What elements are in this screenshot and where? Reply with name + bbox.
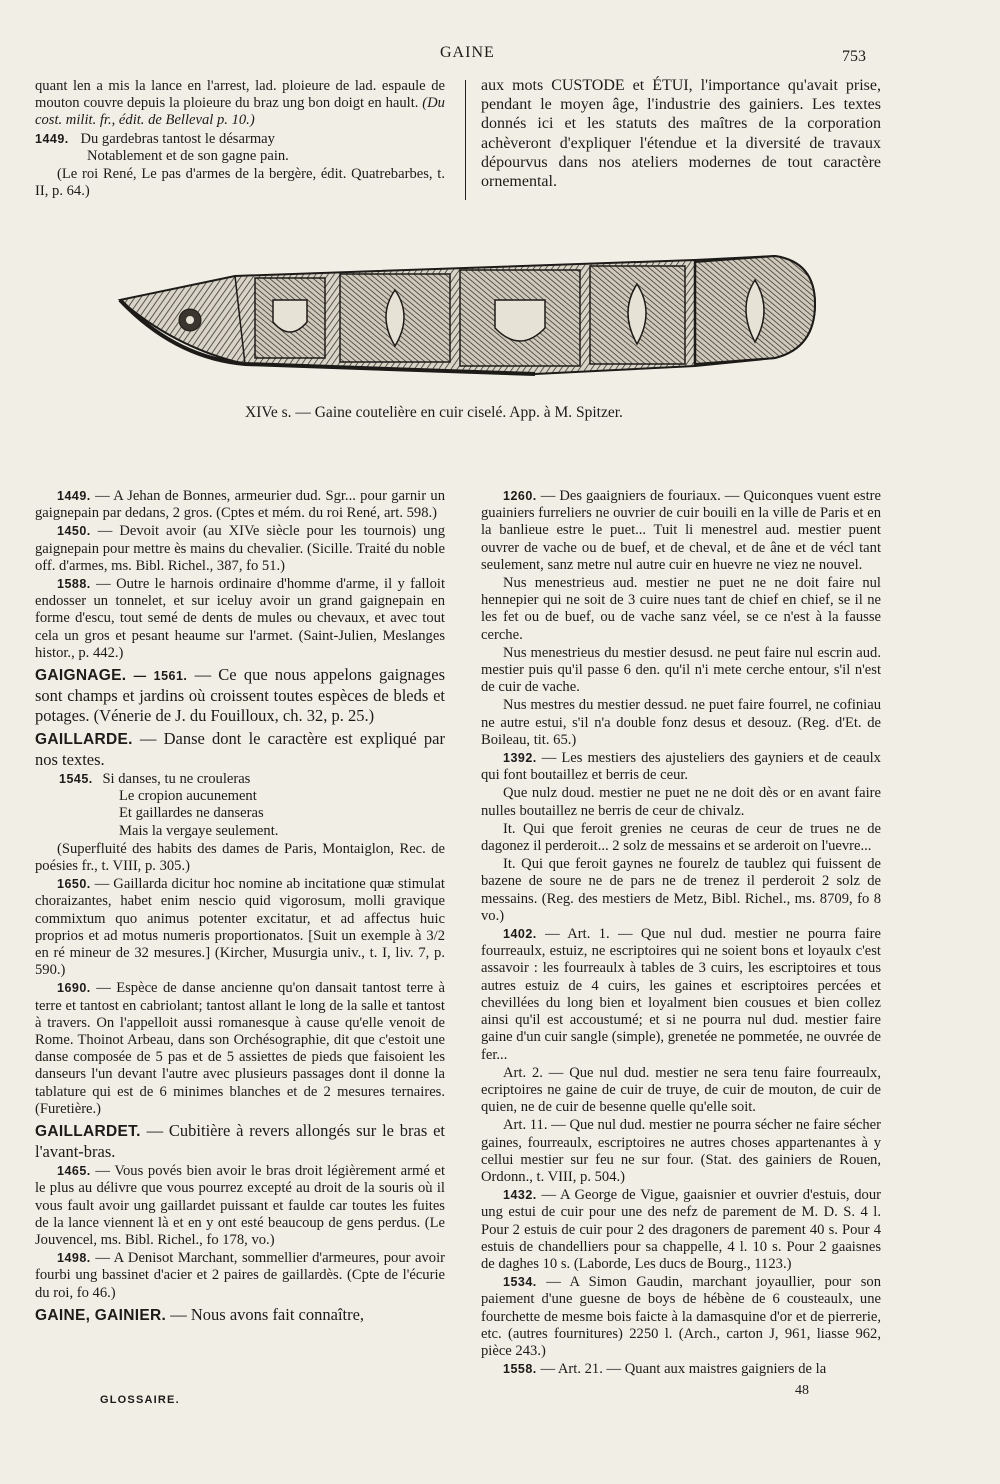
engraved-leather-knife-sheath-icon bbox=[115, 238, 820, 398]
entry-year: 1392. bbox=[503, 751, 537, 766]
entry-year: 1650. bbox=[57, 877, 91, 892]
entry bbox=[35, 488, 445, 522]
entry-text: — Nous avons fait connaître, bbox=[170, 1304, 365, 1324]
entry-text: — A Denisot Marchant, sommellier d'armeures, pour avoir fourbi ung bassinet d'acier et 2 paires de gaillardès. (Cpte de l'écurie du roi, fo 46.) bbox=[35, 1250, 445, 1301]
entry-text: — Danse dont le caractère est expliqué par nos textes. bbox=[35, 729, 446, 770]
entry bbox=[481, 1361, 881, 1378]
figure-caption: XIVe s. — Gaine coutelière en cuir ciselé. App. à M. Spitzer. bbox=[245, 404, 623, 421]
entry-year: 1545. bbox=[59, 772, 93, 787]
top-right-column bbox=[481, 76, 881, 192]
entry-text: — Ce que nous appelons gaignages sont champs et jardins où croissent toutes espèces de bleds et potages. (Vénerie de J. du Fouilloux, ch. 32, p. 25.) bbox=[35, 665, 445, 726]
entry-year: 1449. bbox=[35, 131, 69, 146]
entry-year: 1498. bbox=[57, 1251, 91, 1266]
verse-entry bbox=[35, 771, 445, 840]
entry-text: — A Simon Gaudin, marchant joyaullier, pour son paiement d'une guesne de boys de hébène de 6 cousteaulx, une fourchette de mesme bois faicte à la damasquine d'or et de pierrerie, etc. (autres fournitures) 2250 l. (Arch., carton J, 961, liasse 962, pièce 243.) bbox=[481, 1274, 882, 1359]
entry-year: 1450. bbox=[57, 524, 91, 539]
entry-text: — A George de Vigue, gaaisnier et ouvrier d'estuis, dour ung estui de cuir pour une des nefz de parement de M. D. S. 4 l. Pour 2 estuis de cuir pour 2 des dragoners de parement 40 s. Pour 4 estuis de chandelliers pour sa chappelle, 4 l. 10 s. Pour 2 gaaisnes de daghes 10 s. (Laborde, Les ducs de Bourg., 1123.) bbox=[481, 1187, 881, 1272]
citation: (Du cost. milit. fr., édit. de Belleval p. 10.) bbox=[35, 95, 445, 129]
gathering-number: 48 bbox=[795, 1383, 809, 1398]
headword: GAIGNAGE. bbox=[35, 667, 127, 685]
entry-year: — 1561. bbox=[133, 669, 188, 684]
entry bbox=[35, 876, 445, 979]
verse-line: Du gardebras tantost le désarmay bbox=[80, 130, 275, 147]
headword: GAINE, GAINIER. bbox=[35, 1306, 167, 1324]
page-number: 753 bbox=[842, 48, 866, 65]
headword: GAILLARDE. bbox=[35, 731, 133, 749]
entry-year: 1558. bbox=[503, 1362, 537, 1377]
entry bbox=[481, 926, 881, 1064]
citation: (Superfluité des habits des dames de Paris, Montaiglon, Rec. de poésies fr., t. VIII, p. 305.) bbox=[35, 840, 445, 875]
entry-text: — Devoit avoir (au XIVe siècle pour les tournois) ung gaignepain pour mettre ès mains du chevalier. (Sicille. Traité du noble off. d'armes, ms. Bibl. Richel., 387, fo 51.) bbox=[35, 523, 445, 574]
entry-text: — Les mestiers des ajusteliers des gayniers et de ceaulx qui font boutaillez et berris de ceur. bbox=[481, 750, 881, 784]
entry bbox=[481, 488, 881, 574]
paragraph-text: It. Qui que feroit gaynes ne fourelz de taublez qui fuissent de bazene de soure ne de pars ne de trenez il perderoit 2 solz de messains. (Reg. des mestiers de Metz, Bibl. Richel., ms. 8709, fo 8 vo.) bbox=[481, 856, 881, 924]
running-head bbox=[0, 40, 1000, 70]
entry-text: — Art. 21. — Quant aux maistres gaigniers de la bbox=[540, 1361, 827, 1378]
entry bbox=[35, 576, 445, 662]
headword-entry bbox=[35, 729, 445, 770]
paragraph-text: Que nulz doud. mestier ne puet ne ne doit dès or en avant faire nulles boutaillez ne berris de ceur de chivalz. bbox=[481, 785, 881, 819]
entry-year: 1432. bbox=[503, 1188, 537, 1203]
verse-line: Mais la vergaye seulement. bbox=[119, 822, 279, 839]
entry-text: — Outre le harnois ordinaire d'homme d'arme, il y falloit endosser un tonnelet, et sur iceluy avoir un grand gaignepain en forme d'escu, tout semé de dents de mules ou chevaux, et avec tout cela un gros et pesant heaume sur l'armet. (Saint-Julien, Meslanges histor., p. 442.) bbox=[35, 576, 445, 661]
verse-entry bbox=[35, 131, 445, 165]
entry bbox=[35, 1163, 445, 1249]
verse-line: Si danses, tu ne crouleras bbox=[102, 771, 251, 788]
entry-year: 1465. bbox=[57, 1164, 91, 1179]
entry-text: — Cubitière à revers allongés sur le bras et l'avant-bras. bbox=[35, 1121, 445, 1162]
verse-line: Notablement et de son gagne pain. bbox=[87, 147, 289, 164]
paragraph-text: Nus menestrieus du mestier desusd. ne peut faire nul escrin aud. mestier puis qu'il passe 6 den. qu'il n'i mete cerche entour, s'il n'est de cuir de vache. bbox=[481, 644, 881, 696]
paragraph-text: It. Qui que feroit grenies ne ceuras de ceur de trues ne de dagonez il perderoit... 2 solz de messains et se arderoit on l'uevre... bbox=[481, 820, 881, 855]
left-column bbox=[35, 488, 445, 1327]
paragraph bbox=[35, 78, 445, 130]
headword: GAILLARDET. bbox=[35, 1123, 141, 1141]
top-left-column bbox=[35, 78, 445, 201]
entry bbox=[35, 980, 445, 1118]
entry-year: 1690. bbox=[57, 981, 91, 996]
entry-text: — Art. 1. — Que nul dud. mestier ne pourra faire fourreaulx, estuiz, ne escriptoires qui ne soient bons et loyaulx c'est assavoir : les fourreaulx à tables de 3 cuirs, les escriptoires et tous autres estuiz de 4 cuirs, les gaines et escriptoires percées et chevillées du long bien et loyalment bien cousues et bien collez ainsi qu'il est accoustumé; et si ne pourra nul dud. mestier faire gaine d'un cuir sangle (simple), grenetée ne pommetée, ne ouvrée de fer... bbox=[481, 926, 881, 1063]
headword-entry bbox=[35, 1305, 445, 1326]
entry bbox=[35, 1250, 445, 1302]
entry-year: 1402. bbox=[503, 927, 537, 942]
entry-year: 1449. bbox=[57, 489, 91, 503]
paragraph-text: Art. 11. — Que nul dud. mestier ne pourra sécher ne faire sécher gaines, fourreaulx, escriptoires ne autres choses appartenantes à y cellui mestier sur feu ne sur four. (Stat. des gainiers de Rouen, Ordonn., t. VIII, p. 504.) bbox=[481, 1117, 881, 1185]
entry bbox=[481, 1187, 881, 1273]
entry-text: — Des gaaigniers de fouriaux. — Quiconques vuent estre guainiers furreliers ne ouvrier de cuir bouili en la ville de Paris et en la banlieue estre le puet... Tuit li menestrel aud. mestier puent ouvrer de vache ou de buef, et de cheval, et de âne et de vécl tant seulement, sanz metre nul autre cuir en huevre ne viez ne nouvel. bbox=[481, 488, 881, 573]
column-rule bbox=[465, 80, 466, 200]
signature-mark: GLOSSAIRE. bbox=[100, 1394, 180, 1406]
paragraph-text: Nus mestres du mestier dessud. ne puet faire fourrel, ne cofiniau ne autre estui, s'il n'a double fonz desus et desouz. (Reg. d'Et. de Boileau, tit. 65.) bbox=[481, 697, 881, 748]
entry bbox=[481, 750, 881, 784]
headword-entry bbox=[35, 1121, 445, 1162]
paragraph-text: aux mots CUSTODE et ÉTUI, l'importance qu'avait prise, pendant le moyen âge, l'industrie des gainiers. Les textes donnés ici et les statuts des maîtres de la corporation achèveront d'expliquer l'étendue et la diversité de travaux dépourvus dans nos ateliers modernes de tout caractère ornemental. bbox=[481, 77, 881, 191]
headword-entry bbox=[35, 665, 445, 726]
entry bbox=[481, 1274, 881, 1360]
entry-year: 1260. bbox=[503, 489, 537, 503]
entry-year: 1588. bbox=[57, 577, 91, 592]
paragraph-text: Nus menestrieus aud. mestier ne puet ne ne doit faire nul hennepier qui ne soit de 3 cuire nues tant de chief en chief, se il ne les fet ou de buef, ou de vache sanz véel, se ce n'est à la fausse cerche. bbox=[481, 575, 881, 643]
entry-text: — Espèce de danse ancienne qu'on dansait tantost terre à terre et tantost en cabriolant; tantost allant le long de la salle et tantost à travers. On l'appelloit aussi romanesque à cause qu'elle venoit de Rome. Thoinot Arbeau, dans son Orchésographie, dit que c'estoit une danse composée de 5 pas et de 5 assiettes de pieds que faisoient les danseurs l'un devant l'autre avec plusieurs passages dont il donne la tablature qui est de 6 minimes blanches et de 2 mesures ternaires. (Furetière.) bbox=[35, 980, 445, 1117]
citation: (Le roi René, Le pas d'armes de la bergère, édit. Quatrebarbes, t. II, p. 64.) bbox=[35, 166, 445, 200]
paragraph-text: Art. 2. — Que nul dud. mestier ne sera tenu faire fourreaulx, ecriptoires ne gaine de cuir de truye, de cuir de mouton, de cuir de quien, ne de cuir de besenne quelle qu'elle soit. bbox=[481, 1064, 881, 1116]
entry-text: — A Jehan de Bonnes, armeurier dud. Sgr... pour garnir un gaignepain par dedans, 2 gros. (Cptes et mém. du roi René, art. 598.) bbox=[35, 488, 445, 522]
entry-year: 1534. bbox=[503, 1275, 537, 1290]
entry-text: — Vous povés bien avoir le bras droit légièrement armé et le plus au délivre que vous pourrez excepté au droit de la souris où il vous fault avoir ung gaillardet puissant et faulde car toutes les fuites de la lance viennent là et en y ont esté beaucoup de gens perdus. (Le Jouvencel, ms. Bibl. Richel., fo 178, vo.) bbox=[35, 1163, 445, 1248]
paragraph-text: quant len a mis la lance en l'arrest, lad. ploieure de lad. espaule de mouton couvre depuis la ploieure du braz ung bon doigt en hault. bbox=[35, 78, 445, 112]
verse-line: Le cropion aucunement bbox=[119, 788, 257, 805]
right-column bbox=[481, 488, 881, 1379]
verse-line: Et gaillardes ne danseras bbox=[119, 805, 264, 822]
entry-text: — Gaillarda dicitur hoc nomine ab incitatione quæ stimulat choraizantes, habet enim nescio quid vigorosum, molli gravique commixtum quo animus potenter excitatur, et ad affectus huic proprios et ad motus numeris proportionatos. [Suit un exemple à 3/2 en ré mineur de 32 mesures.] (Kircher, Musurgia univ., t. I, liv. 7, p. 590.) bbox=[35, 876, 445, 979]
running-title: GAINE bbox=[440, 44, 495, 61]
entry bbox=[35, 523, 445, 575]
